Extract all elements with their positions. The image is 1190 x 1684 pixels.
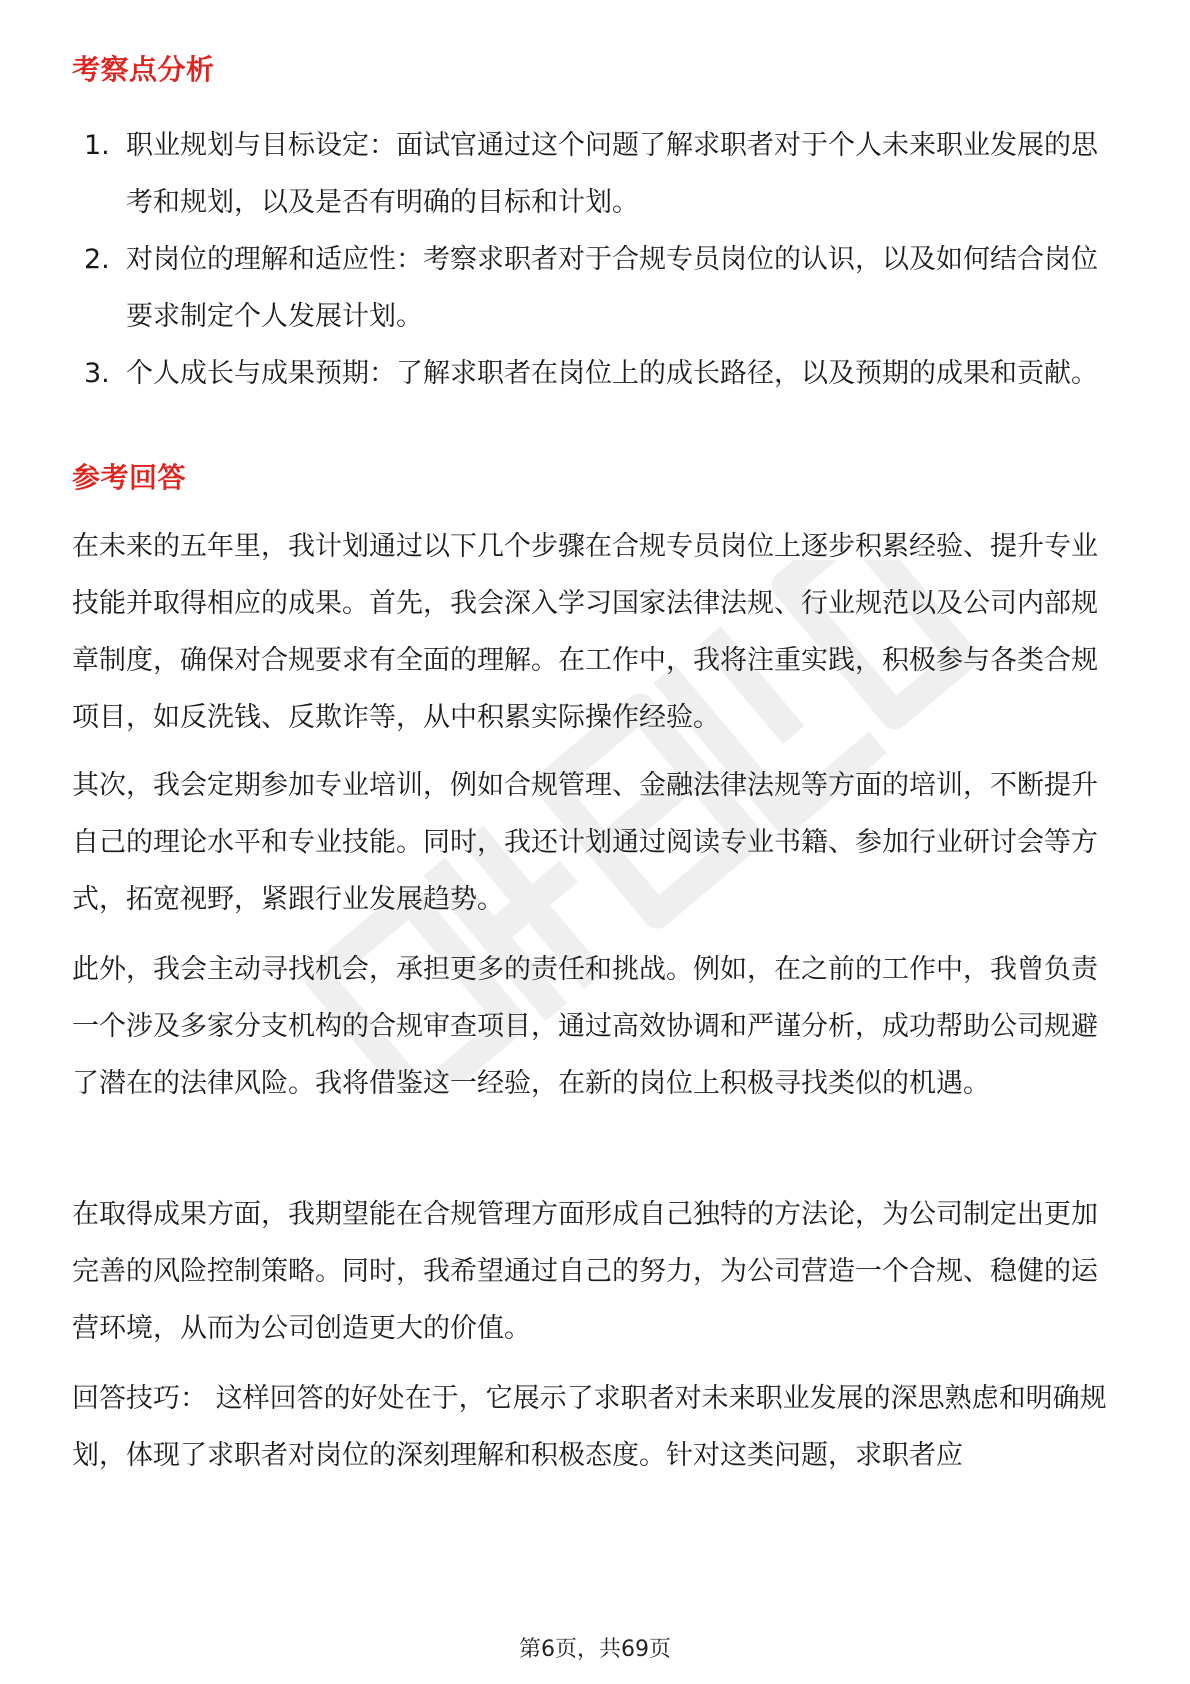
answer-paragraph: 在未来的五年里，我计划通过以下几个步骤在合规专员岗位上逐步积累经验、提升专业技能并取得相应的成果。首先，我会深入学习国家法律法规、行业规范以及公司内部规章制度，确保对合规要求有全面的理解。在工作中，我将注重实践，积极参与各类合规项目，如反洗钱、反欺诈等，从中积累实际操作经验。 (72, 531, 1098, 733)
page-number: 第6页，共69页 (519, 1637, 671, 1662)
list-item-number: 3. (84, 358, 110, 389)
answer-tip-paragraph: 回答技巧： 这样回答的好处在于，它展示了求职者对未来职业发展的深思熟虑和明确规划，体现了求职者对岗位的深刻理解和积极态度。针对这类问题，求职者应 (72, 1383, 1107, 1471)
list-item-text: 个人成长与成果预期：了解求职者在岗位上的成长路径，以及预期的成果和贡献。 (126, 358, 1098, 389)
list-item-number: 2. (84, 244, 110, 275)
answer-paragraph: 在取得成果方面，我期望能在合规管理方面形成自己独特的方法论，为公司制定出更加完善的风险控制策略。同时，我希望通过自己的努力，为公司营造一个合规、稳健的运营环境，从而为公司创造更大的价值。 (72, 1199, 1098, 1344)
answer-paragraph: 此外，我会主动寻找机会，承担更多的责任和挑战。例如，在之前的工作中，我曾负责一个涉及多家分支机构的合规审查项目，通过高效协调和严谨分析，成功帮助公司规避了潜在的法律风险。我将借鉴这一经验，在新的岗位上积极寻找类似的机遇。 (72, 954, 1098, 1099)
section-heading-analysis: 考察点分析 (72, 53, 215, 86)
list-item-text: 职业规划与目标设定：面试官通过这个问题了解求职者对于个人未来职业发展的思考和规划，以及是否有明确的目标和计划。 (126, 130, 1098, 218)
list-item (84, 117, 1114, 231)
list-item (84, 345, 1114, 459)
list-item-text: 对岗位的理解和适应性：考察求职者对于合规专员岗位的认识，以及如何结合岗位要求制定个人发展计划。 (126, 244, 1098, 332)
list-item (84, 231, 1114, 345)
answer-paragraph: 其次，我会定期参加专业培训，例如合规管理、金融法律法规等方面的培训，不断提升自己的理论水平和专业技能。同时，我还计划通过阅读专业书籍、参加行业研讨会等方式，拓宽视野，紧跟行业发展趋势。 (72, 770, 1098, 915)
list-item-number: 1. (84, 130, 110, 161)
analysis-list (84, 117, 1114, 459)
section-heading-answer: 参考回答 (72, 461, 187, 494)
